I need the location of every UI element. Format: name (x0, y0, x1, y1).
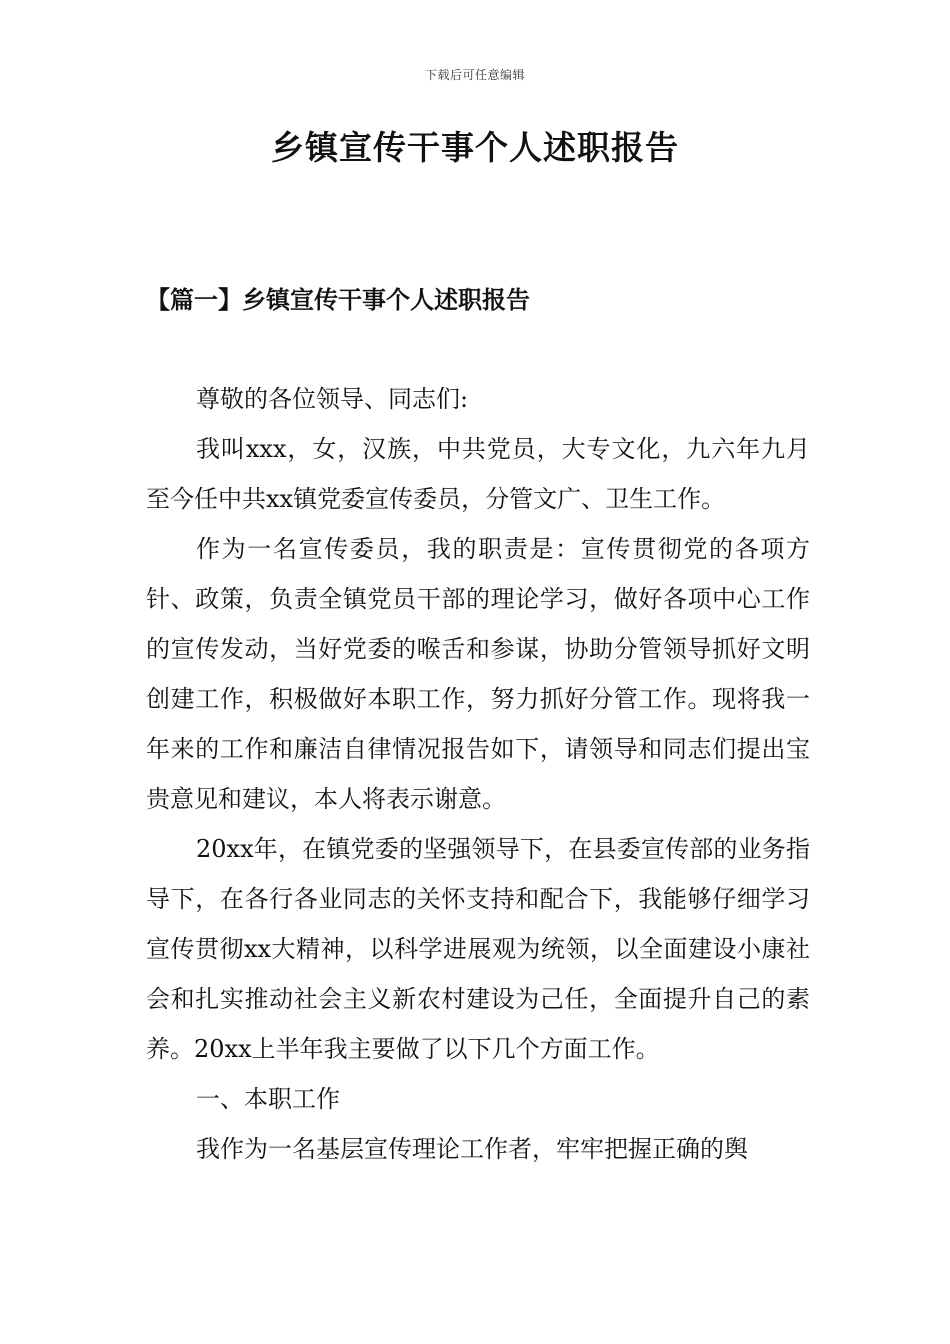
subsection-heading: 一、本职工作 (196, 1085, 340, 1113)
document-title: 乡镇宣传干事个人述职报告 (271, 128, 679, 167)
body-paragraph: 我叫xxx，女，汉族，中共党员，大专文化，九六年九月至今任中共xx镇党委宣传委员，分管文广、卫生工作。 (146, 435, 810, 513)
section-heading: 【篇一】乡镇宣传干事个人述职报告 (146, 285, 530, 314)
body-paragraph: 我作为一名基层宣传理论工作者，牢牢把握正确的舆 (196, 1135, 748, 1163)
body-paragraph: 20xx年，在镇党委的坚强领导下，在县委宣传部的业务指导下，在各行各业同志的关怀支持和配合下，我能够仔细学习宣传贯彻xx大精神，以科学进展观为统领，以全面建设小康社会和扎实推动社会主义新农村建设为己任，全面提升自己的素养。20xx上半年我主要做了以下几个方面工作。 (146, 835, 810, 1063)
document-body (146, 374, 810, 1174)
body-paragraph: 作为一名宣传委员，我的职责是：宣传贯彻党的各项方针、政策，负责全镇党员干部的理论学习，做好各项中心工作的宣传发动，当好党委的喉舌和参谋，协助分管领导抓好文明创建工作，积极做好本职工作，努力抓好分管工作。现将我一年来的工作和廉洁自律情况报告如下，请领导和同志们提出宝贵意见和建议，本人将表示谢意。 (146, 535, 810, 813)
salutation-paragraph: 尊敬的各位领导、同志们: (196, 385, 469, 413)
header-note: 下载后可任意编辑 (424, 68, 525, 82)
